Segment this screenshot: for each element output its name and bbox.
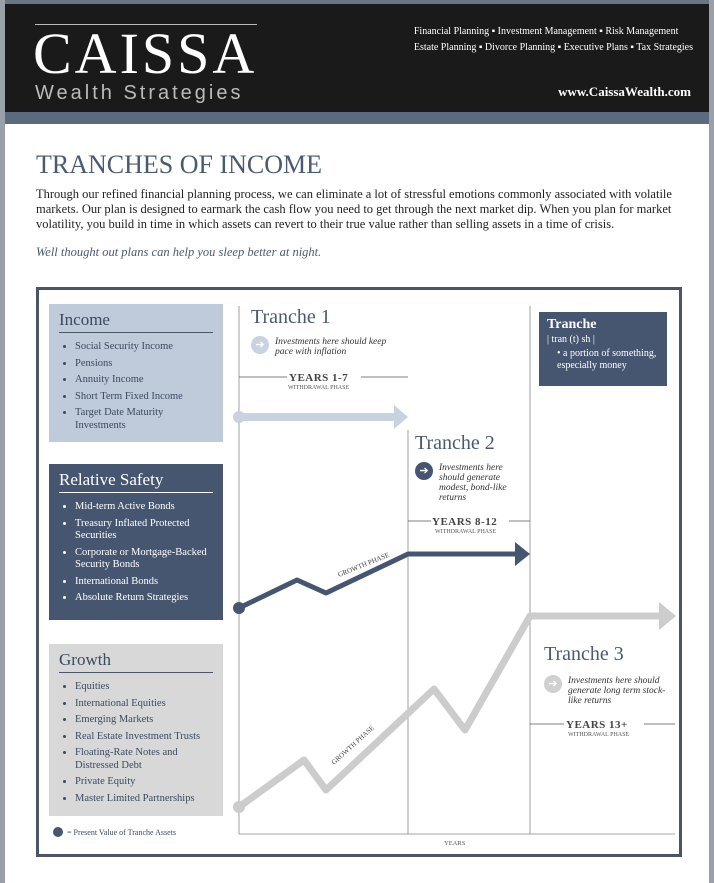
growth-phase-label-2: GROWTH PHASE xyxy=(336,550,391,579)
services-line-1: Financial Planning ▪ Investment Management ▪ Risk Management xyxy=(413,26,679,37)
income-title: Income xyxy=(59,310,213,333)
list-item: • Social Security Income xyxy=(75,341,213,354)
legend-text: = Present Value of Tranche Assets xyxy=(67,827,177,837)
tranche-2-arrowhead xyxy=(515,542,530,566)
list-item: • Private Equity xyxy=(75,776,213,789)
logo-main: CAISSA xyxy=(33,21,258,86)
tranche-3-dot xyxy=(233,801,245,813)
arrow-right-icon: ➔ xyxy=(415,462,433,480)
tranche-3-arrowhead xyxy=(659,602,676,630)
list-item: • Equities xyxy=(75,681,213,694)
tranche-2-phase: WITHDRAWAL PHASE xyxy=(435,529,497,535)
website-link[interactable]: www.CaissaWealth.com xyxy=(558,84,691,99)
list-item: • Corporate or Mortgage-Backed Security Bonds xyxy=(75,547,213,572)
tranche-3-phase: WITHDRAWAL PHASE xyxy=(568,732,630,738)
tranche-1-title: Tranche 1 xyxy=(251,306,331,328)
tranche-1-phase: WITHDRAWAL PHASE xyxy=(288,385,350,391)
tranche-1-years: YEARS 1-7 xyxy=(289,372,349,384)
tranche-3-title: Tranche 3 xyxy=(544,643,624,665)
tranche-1-arrowhead xyxy=(394,405,408,429)
list-item: • Treasury Inflated Protected Securities xyxy=(75,518,213,543)
definition-title: Tranche xyxy=(547,317,597,332)
list-item: • Real Estate Investment Trusts xyxy=(75,731,213,744)
definition-box xyxy=(539,312,667,386)
arrow-right-icon: ➔ xyxy=(251,336,269,354)
arrow-right-icon: ➔ xyxy=(544,675,562,693)
tranche-2-title: Tranche 2 xyxy=(415,432,495,454)
list-item: • Pensions xyxy=(75,358,213,371)
list-item: • International Equities xyxy=(75,698,213,711)
header xyxy=(5,4,709,112)
list-item: • Target Date Maturity Investments xyxy=(75,407,213,432)
page xyxy=(5,0,709,883)
tranche-2-note: Investments here should generate modest, bond-like returns xyxy=(439,463,507,503)
logo-sub: Wealth Strategies xyxy=(35,82,244,104)
tranche-3-note: Investments here should generate long term stock-like returns xyxy=(568,676,666,706)
list-item: • Mid-term Active Bonds xyxy=(75,501,213,514)
tranche-diagram xyxy=(36,287,682,857)
page-title: TRANCHES OF INCOME xyxy=(36,150,323,179)
tranche-3-years: YEARS 13+ xyxy=(566,719,628,731)
growth-title: Growth xyxy=(59,650,213,673)
list-item: • Master Limited Partnerships xyxy=(75,793,213,806)
header-divider xyxy=(5,112,709,124)
tranche-2-years: YEARS 8-12 xyxy=(432,516,498,528)
tranche-2-dot xyxy=(233,602,245,614)
definition-pronunciation: | tran (t) sh | xyxy=(547,334,595,345)
growth-phase-label-3: GROWTH PHASE xyxy=(329,723,376,767)
list-item: • Floating-Rate Notes and Distressed Debt xyxy=(75,747,213,772)
safety-title: Relative Safety xyxy=(59,470,213,493)
list-item: • Emerging Markets xyxy=(75,714,213,727)
list-item: • International Bonds xyxy=(75,576,213,589)
services-list xyxy=(414,24,693,56)
list-item: • Short Term Fixed Income xyxy=(75,391,213,404)
intro-paragraph: Through our refined financial planning process, we can eliminate a lot of stressful emotions commonly associated with volatile markets. Our plan is designed to earmark the cash flow you need to get through the next market dip. When you plan for market volatility, you build in time in which assets can revert to their true value rather than selling assets in a time of crisis. xyxy=(36,187,672,231)
tagline: Well thought out plans can help you sleep better at night. xyxy=(36,245,322,259)
tranche-1-dot xyxy=(233,411,245,423)
x-axis-label: YEARS xyxy=(444,840,466,847)
services-line-2: Estate Planning ▪ Divorce Planning ▪ Executive Plans ▪ Tax Strategies xyxy=(413,42,693,53)
list-item: • Annuity Income xyxy=(75,374,213,387)
tranche-1-note: Investments here should keep pace with inflation xyxy=(275,337,387,357)
definition-meaning: • a portion of something, especially money xyxy=(557,348,657,371)
list-item: • Absolute Return Strategies xyxy=(75,592,213,605)
